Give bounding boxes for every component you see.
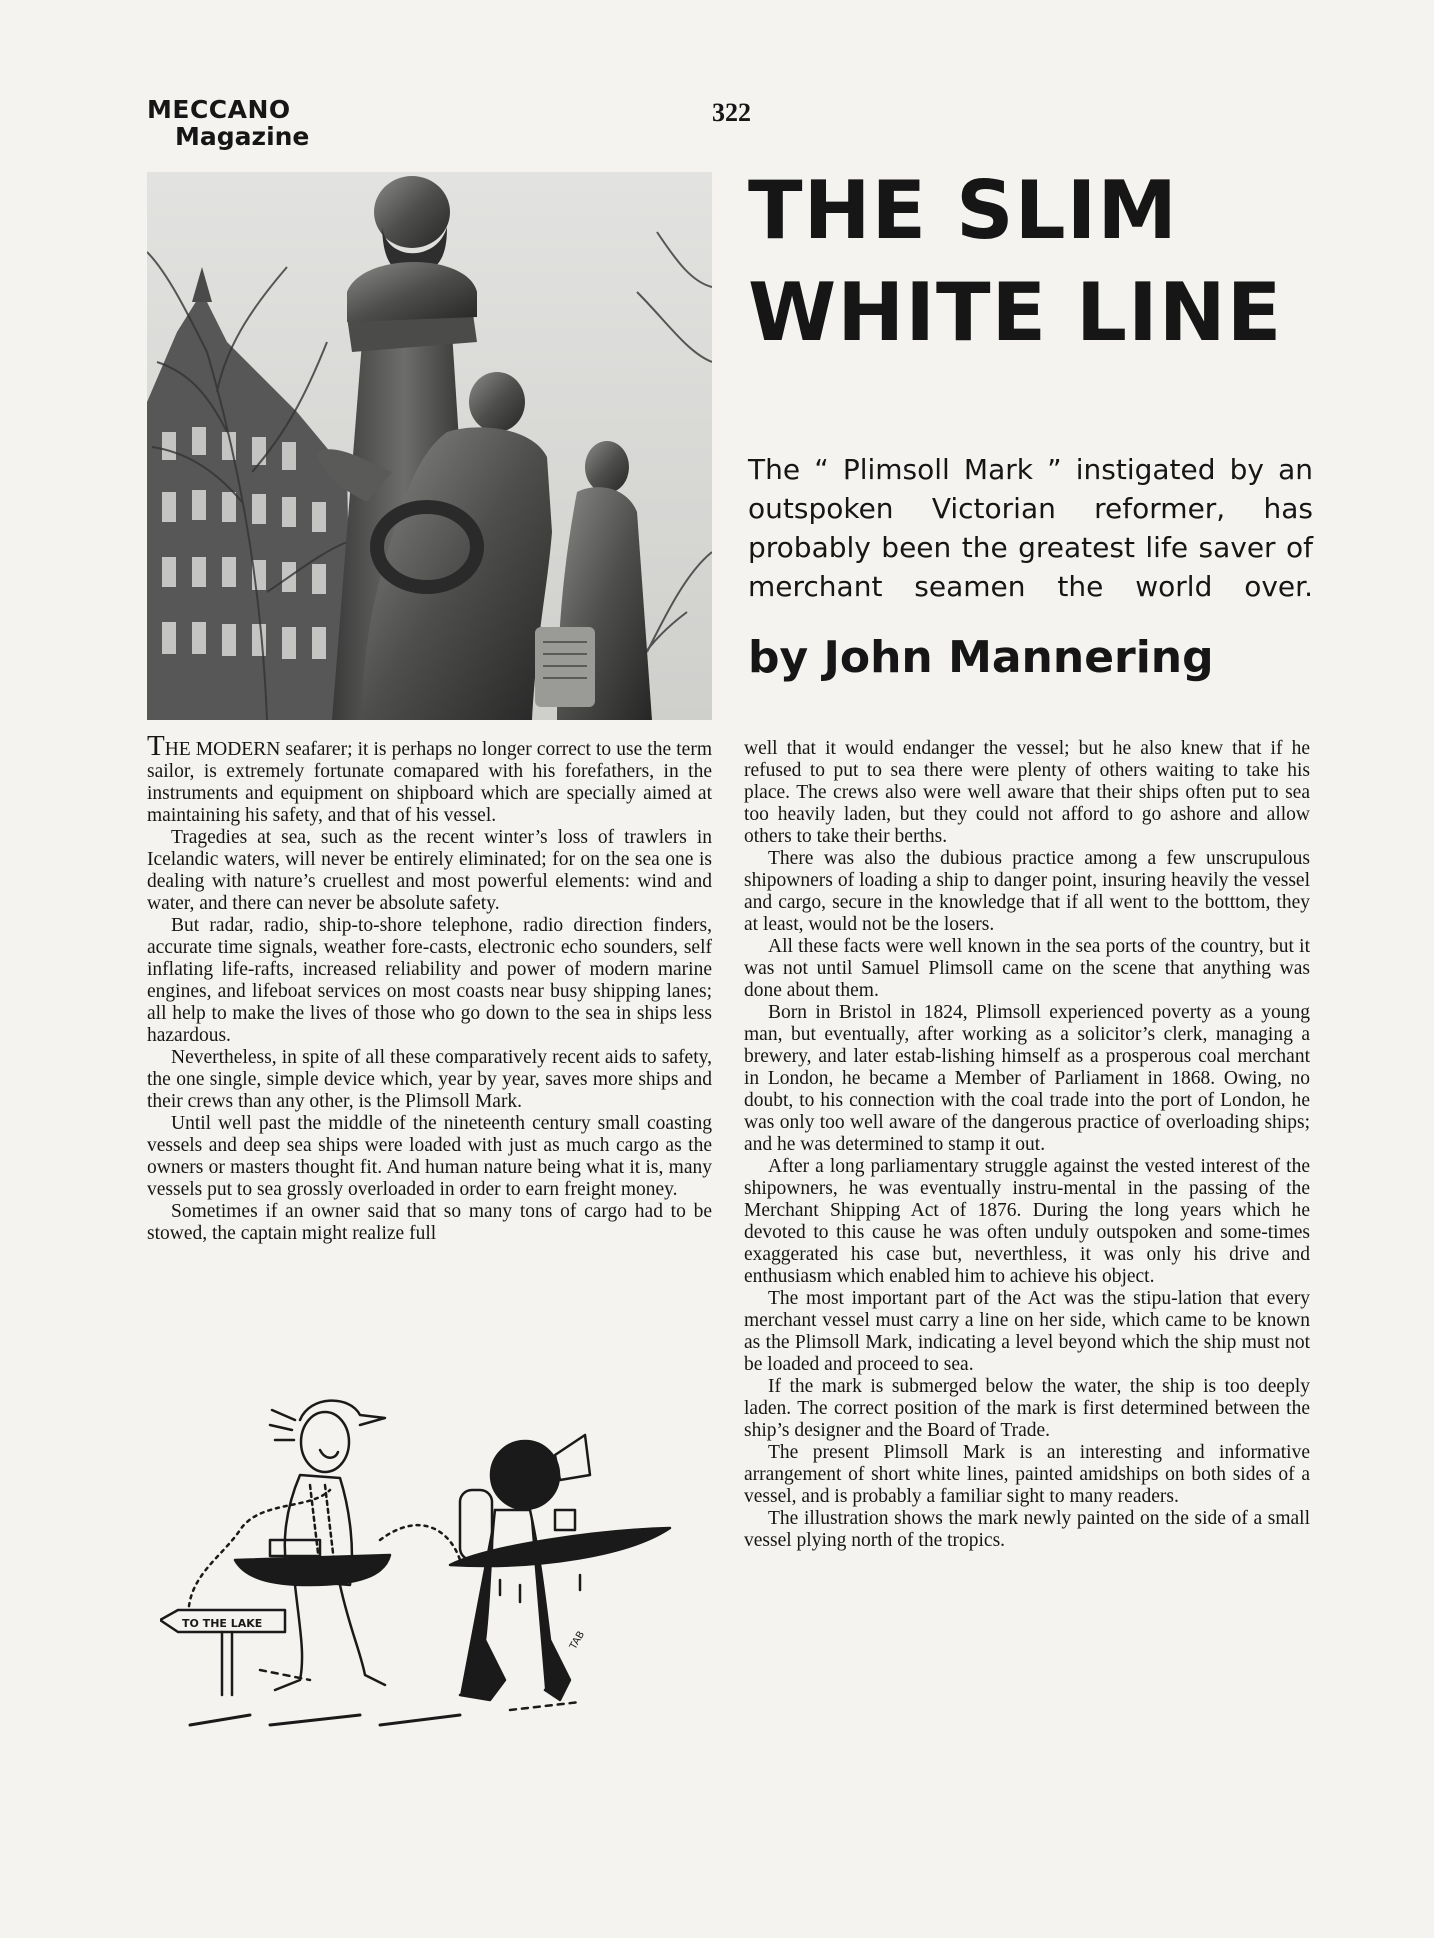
- cartoon-illustration: [160, 1380, 700, 1760]
- masthead: [147, 96, 309, 150]
- paragraph: [147, 730, 712, 827]
- paragraph: Nevertheless, in spite of all these comparatively recent aids to safety, the one single, simple device which, year by year, saves more ships and their crews than any other, is the Plimsoll Mark.: [147, 1047, 712, 1112]
- article-title: [748, 160, 1398, 364]
- article-byline: by John Mannering: [748, 632, 1214, 683]
- paragraph: Born in Bristol in 1824, Plimsoll experienced poverty as a young man, but eventually, after working as a solicitor’s clerk, managing a brewery, and later estab-lishing himself as a prosperous coal merchant in London, he became a Member of Parliament in 1868. Owing, no doubt, to his connection with the coal trade into the port of London, he was only too well aware of the dangerous practice of overloading ships; and he was determined to stamp it out.: [744, 1002, 1310, 1155]
- memorial-photo-image: [147, 172, 712, 720]
- paragraph: There was also the dubious practice among a few unscrupulous shipowners of loading a ship to danger point, insuring heavily the vessel and cargo, secure in the knowledge that if all went to the botttom, they at least, would not be the losers.: [744, 848, 1310, 935]
- cartoon-drawing: [160, 1380, 700, 1760]
- paragraph: The most important part of the Act was the stipu-lation that every merchant vessel must carry a line on her side, which came to be known as the Plimsoll Mark, indicating a level beyond which the ship must not be loaded and proceed to sea.: [744, 1288, 1310, 1375]
- paragraph-text: HE MODERN seafarer; it is perhaps no longer correct to use the term sailor, is extremely fortunate comapared with his forefathers, in the instruments and equipment on shipboard which are specially aimed at maintaining his safety, and that of his vessel.: [147, 739, 712, 826]
- paragraph: The present Plimsoll Mark is an interesting and informative arrangement of short white lines, painted amidships on both sides of a vessel, and is probably a familiar sight to many readers.: [744, 1442, 1310, 1507]
- article-standfirst: The “ Plimsoll Mark ” instigated by an outspoken Victorian reformer, has probably been the greatest life saver of merchant seamen the world over.: [748, 453, 1313, 603]
- cartoon-signature: TAB: [568, 1629, 588, 1652]
- paragraph: After a long parliamentary struggle against the vested interest of the shipowners, he was eventually instru-mental in the passing of the Merchant Shipping Act of 1876. During the long years which he devoted to this cause he was often unduly outspoken and some-times exaggerated his case but, neverthless, it was only his drive and enthusiasm which enabled him to achieve his object.: [744, 1156, 1310, 1287]
- title-line-2: WHITE LINE: [748, 266, 1283, 359]
- paragraph: Sometimes if an owner said that so many tons of cargo had to be stowed, the captain might realize full: [147, 1201, 712, 1244]
- paragraph: The illustration shows the mark newly painted on the side of a small vessel plying north of the tropics.: [744, 1508, 1310, 1551]
- paragraph: If the mark is submerged below the water, the ship is too deeply laden. The correct position of the mark is first determined between the ship’s designer and the Board of Trade.: [744, 1376, 1310, 1441]
- page-number: 322: [712, 98, 751, 127]
- paragraph: But radar, radio, ship-to-shore telephone, radio direction finders, accurate time signals, weather fore-casts, electronic echo sounders, self inflating life-rafts, increased reliability and power of modern marine engines, and lifeboat services on most coasts near busy shipping lanes; all help to make the lives of those who go down to the sea in ships less hazardous.: [147, 915, 712, 1046]
- plimsoll-memorial-photo: [147, 172, 712, 720]
- drop-cap: T: [147, 730, 165, 762]
- left-column: [147, 730, 712, 1245]
- masthead-title: MECCANO: [147, 95, 291, 124]
- title-line-1: THE SLIM: [748, 164, 1178, 257]
- paragraph: All these facts were well known in the sea ports of the country, but it was not until Samuel Plimsoll came on the scene that anything was done about them.: [744, 936, 1310, 1001]
- paragraph: Tragedies at sea, such as the recent winter’s loss of trawlers in Icelandic waters, will never be entirely eliminated; for on the sea one is dealing with nature’s cruellest and most powerful elements: wind and water, and there can never be absolute safety.: [147, 827, 712, 914]
- cartoon-sign-text: TO THE LAKE: [182, 1617, 263, 1630]
- paragraph: well that it would endanger the vessel; but he also knew that if he refused to put to sea there were plenty of others waiting to take his place. The crews also were well aware that their ships often put to sea too heavily laden, but they could not afford to go ashore and allow others to take their berths.: [744, 738, 1310, 847]
- masthead-subtitle: Magazine: [175, 122, 310, 151]
- right-column: [744, 738, 1310, 1552]
- paragraph: Until well past the middle of the nineteenth century small coasting vessels and deep sea ships were loaded with just as much cargo as the owners or masters thought fit. And human nature being what it is, many vessels put to sea grossly overloaded in order to earn freight money.: [147, 1113, 712, 1200]
